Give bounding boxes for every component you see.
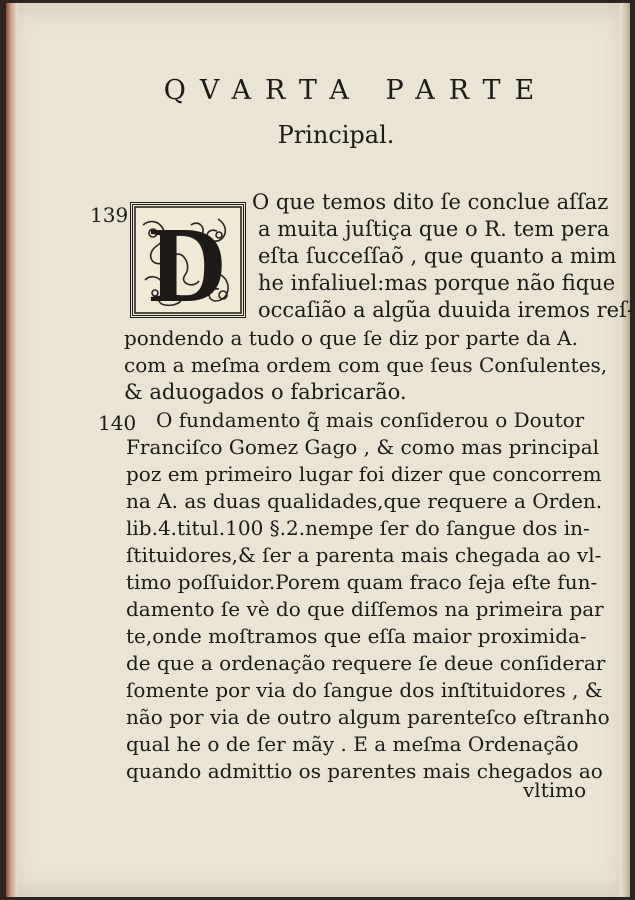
text-line: a muita juſtiça que o R. tem pera	[258, 217, 610, 241]
text-line: ſtituidores,& ſer a parenta mais chegada ao vl-	[126, 543, 602, 567]
text-line: com a meſma ordem com que ſeus Conſulentes,	[124, 353, 608, 377]
subhead: Principal.	[277, 121, 395, 149]
text-line: de que a ordenação requere ſe deue conſiderar	[126, 651, 606, 675]
text-line: quando admittio os parentes mais chegados ao	[126, 759, 603, 783]
book-page	[6, 3, 634, 897]
text-line: eſta ſucceſſaõ , que quanto a mim	[258, 244, 617, 268]
section-number: 139	[90, 203, 129, 227]
page-edge	[620, 3, 630, 897]
text-line: O que temos dito ſe conclue aſſaz	[252, 190, 609, 214]
catchword: vltimo	[523, 778, 587, 802]
decorated-initial	[130, 202, 246, 318]
text-line: poz em primeiro lugar foi dizer que concorrem	[126, 462, 602, 486]
text-line: O fundamento q̃ mais conſiderou o Doutor	[156, 408, 585, 432]
text-line: pondendo a tudo o que ſe diz por parte da A.	[124, 326, 578, 350]
running-head: QVARTA PARTE	[163, 75, 549, 106]
text-line: ſomente por via do ſangue dos inſtituidores , &	[126, 678, 603, 702]
page-gutter	[6, 3, 18, 897]
text-line: te,onde moſtramos que eſſa maior proximida-	[126, 624, 587, 648]
section-number: 140	[98, 411, 137, 435]
text-line: he infaliuel:mas porque não fique	[258, 271, 616, 295]
text-line: qual he o de ſer mãy . E a meſma Ordenação	[126, 732, 579, 756]
text-line: Franciſco Gomez Gago , & como mas principal	[126, 435, 600, 459]
text-line: damento ſe vè do que diſſemos na primeira par	[126, 597, 604, 621]
text-line: na A. as duas qualidades,que requere a Orden.	[126, 489, 603, 513]
svg-text:D: D	[149, 206, 227, 315]
text-line: occaſião a algũa duuida iremos reſ-	[258, 298, 634, 322]
text-line: timo poſſuidor.Porem quam fraco ſeja eſte fun-	[126, 570, 598, 594]
text-line: & aduogados o fabricarão.	[124, 380, 407, 404]
floral-ornament-icon	[133, 205, 243, 315]
text-line: não por via de outro algum parenteſco eſtranho	[126, 705, 610, 729]
text-line: lib.4.titul.100 §.2.nempe ſer do ſangue dos in-	[126, 516, 590, 540]
